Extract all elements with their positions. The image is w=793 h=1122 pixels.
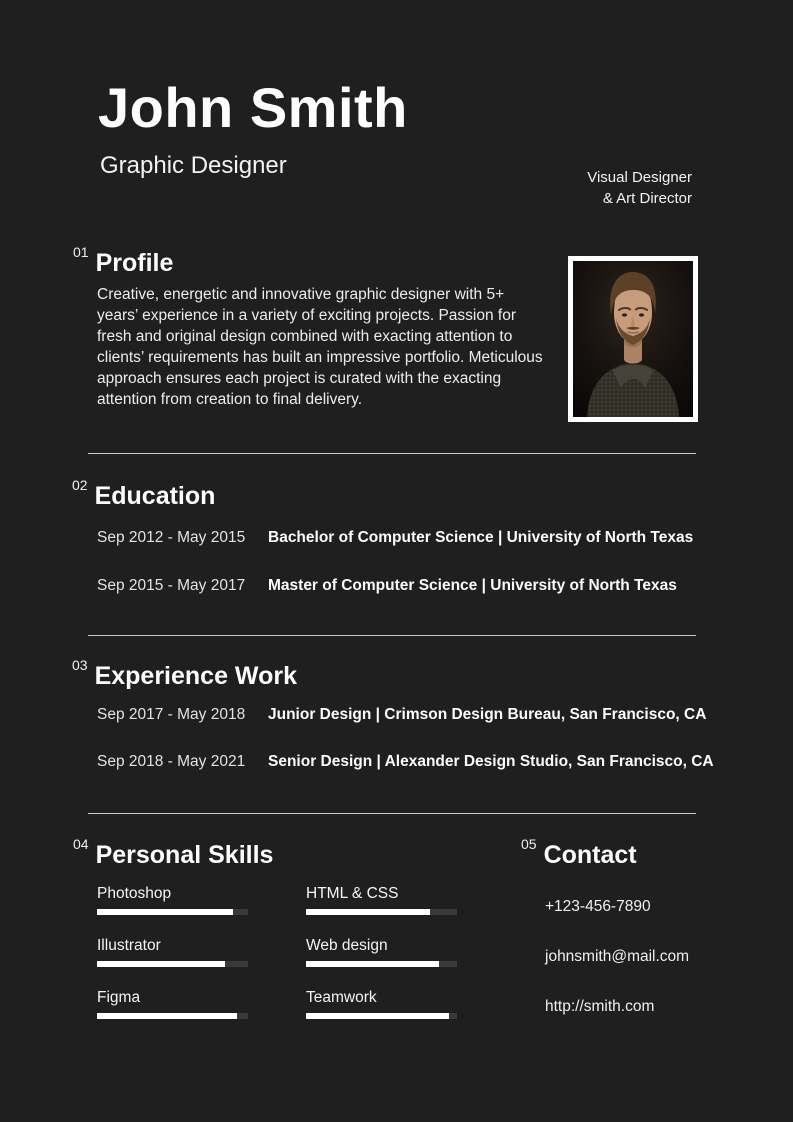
skill-bar-track [306,961,457,967]
section-number: 02 [72,477,88,493]
experience-dates: Sep 2018 - May 2021 [97,753,246,770]
person-name: John Smith [98,76,408,139]
skill-item [306,990,457,1019]
experience-row [97,706,714,724]
skill-item [306,938,457,967]
contact-phone: +123-456-7890 [545,898,651,915]
skill-label: Figma [97,989,141,1006]
skill-bar-fill [306,909,430,915]
skill-label: Teamwork [306,989,377,1006]
section-number: 04 [73,836,89,852]
skill-label: HTML & CSS [306,885,399,902]
education-list [97,529,693,595]
tagline-line2: & Art Director [602,190,692,207]
experience-description: Senior Design | Alexander Design Studio, San Francisco, CA [268,753,714,770]
experience-list [97,706,714,771]
section-number: 01 [73,244,89,260]
education-row [97,529,693,547]
experience-row [97,753,714,771]
divider [88,635,696,636]
skill-bar-fill [306,1013,449,1019]
skill-bar-fill [97,1013,237,1019]
skill-bar-fill [97,961,225,967]
skill-bar-fill [97,909,233,915]
section-number: 03 [72,657,88,673]
job-title: Graphic Designer [100,152,287,179]
skill-item [97,990,248,1019]
tagline [587,167,692,209]
skill-label: Web design [306,937,388,954]
section-title: Contact [543,841,637,869]
experience-description: Junior Design | Crimson Design Bureau, San Francisco, CA [268,706,707,723]
experience-dates: Sep 2017 - May 2018 [97,706,246,723]
skill-label: Photoshop [97,885,172,902]
section-title: Experience Work [94,662,297,690]
section-number: 05 [521,836,537,852]
section-title: Personal Skills [95,841,274,869]
education-dates: Sep 2015 - May 2017 [97,577,246,594]
education-row [97,577,693,595]
tagline-line1: Visual Designer [587,169,692,186]
skill-label: Illustrator [97,937,161,954]
divider [88,813,696,814]
skill-bar-track [97,909,248,915]
education-description: Master of Computer Science | University of North Texas [268,577,677,594]
skills-grid [97,886,457,1019]
profile-text: Creative, energetic and innovative graphic designer with 5+ years’ experience in a variety of exciting projects. Passion for fresh and original design combined with exacting attention to clients’ requirements has built an impressive portfolio. Meticulous approach ensures each project is curated with the exacting attention from creation to final delivery. [97,286,543,408]
section-heading-profile [73,245,173,276]
contact-list [545,898,689,1015]
section-heading-contact [521,837,637,868]
skill-bar-track [97,1013,248,1019]
skill-item [97,938,248,967]
section-heading-skills [73,837,273,868]
divider [88,453,696,454]
profile-photo [568,256,698,422]
education-description: Bachelor of Computer Science | University of North Texas [268,529,694,546]
section-title: Education [94,482,216,510]
man-portrait-illustration [573,261,693,417]
section-title: Profile [95,249,174,277]
section-heading-experience [72,658,297,689]
skill-bar-track [306,909,457,915]
section-heading-education [72,478,215,509]
contact-website: http://smith.com [545,998,655,1015]
contact-email: johnsmith@mail.com [545,948,690,965]
skill-bar-fill [306,961,439,967]
skill-bar-track [306,1013,457,1019]
skill-item [97,886,248,915]
skill-item [306,886,457,915]
skill-bar-track [97,961,248,967]
education-dates: Sep 2012 - May 2015 [97,529,246,546]
